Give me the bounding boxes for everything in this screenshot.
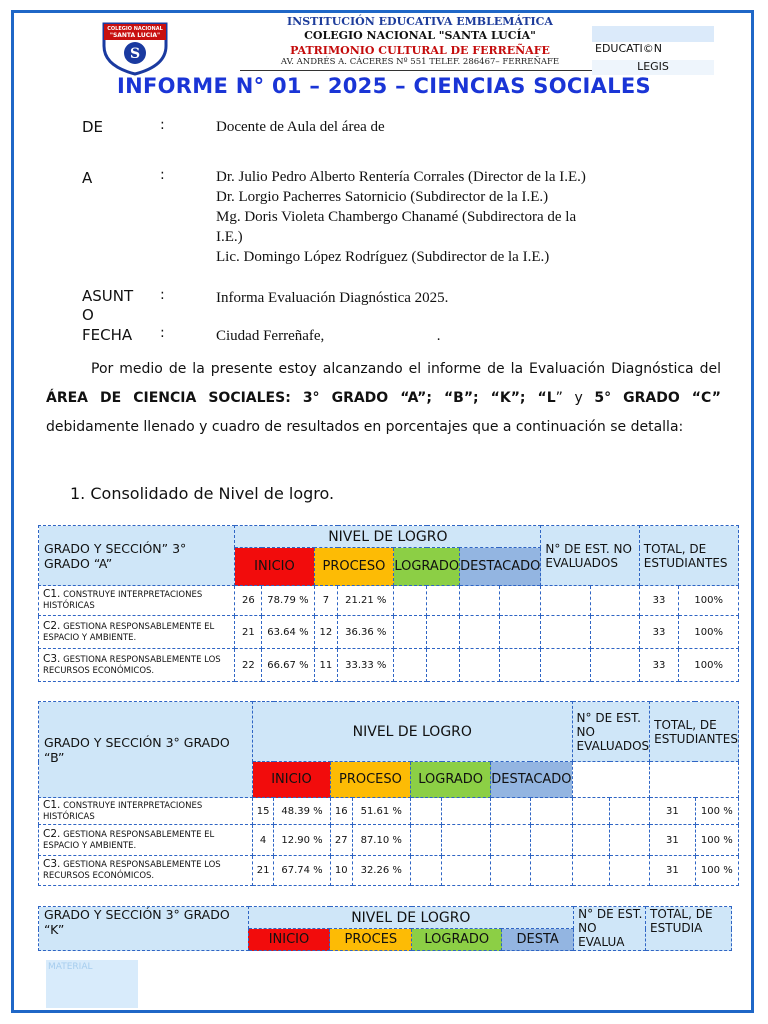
recipient-line: Lic. Domingo López Rodríguez (Subdirector de la I.E.) xyxy=(216,249,550,265)
a-colon: : xyxy=(160,167,165,183)
destacado-header: DESTACADO xyxy=(460,548,541,586)
proceso-header: PROCESO xyxy=(330,762,410,798)
grado-header: GRADO Y SECCIÓN 3° GRADO “K” xyxy=(39,907,249,951)
recipient-line: Dr. Julio Pedro Alberto Rentería Corrales (Director de la I.E.) xyxy=(216,169,586,185)
nivel-header: NIVEL DE LOGRO xyxy=(253,702,573,762)
table-grado-a xyxy=(38,525,739,682)
school-crest-icon xyxy=(100,16,170,76)
letterhead-line-1: INSTITUCIÓN EDUCATIVA EMBLEMÁTICA xyxy=(287,15,553,28)
fecha-text: Ciudad Ferreñafe, . xyxy=(216,328,441,344)
inicio-header: INICIO xyxy=(235,548,314,586)
de-colon: : xyxy=(160,117,165,133)
logo-top-text: COLEGIO NACIONAL xyxy=(107,26,163,32)
inicio-header: INICIO xyxy=(248,929,330,951)
a-label: A xyxy=(82,169,93,187)
total-header: TOTAL, DE ESTUDIA xyxy=(646,907,732,951)
table-row: C3. GESTIONA RESPONSABLEMENTE LOS RECURSOS ECONÓMICOS. 21 67.74 % 10 32.26 % 31 100 % xyxy=(39,856,739,886)
letterhead-line-2: COLEGIO NACIONAL "SANTA LUCÍA" xyxy=(304,29,536,42)
side-box-line-1: EDUCATI©N xyxy=(592,42,714,60)
table-grado-b xyxy=(38,701,739,886)
report-title: INFORME N° 01 – 2025 – CIENCIAS SOCIALES xyxy=(117,74,651,98)
nivel-header: NIVEL DE LOGRO xyxy=(248,907,574,929)
asunto-label: ASUNT O xyxy=(82,287,134,324)
table-row: C3. GESTIONA RESPONSABLEMENTE LOS RECURSOS ECONÓMICOS. 22 66.67 % 11 33.33 % 33 100% xyxy=(39,649,739,682)
logrado-header: LOGRADO xyxy=(394,548,460,586)
no-eval-header: N° DE EST. NO EVALUADOS xyxy=(572,702,650,762)
fecha-label: FECHA xyxy=(82,326,133,344)
table-row: C1. CONSTRUYE INTERPRETACIONES HISTÓRICAS 15 48.39 % 16 51.61 % 31 100 % xyxy=(39,798,739,825)
table-row: C1. CONSTRUYE INTERPRETACIONES HISTÓRICAS 26 78.79 % 7 21.21 % 33 100% xyxy=(39,586,739,616)
recipient-line: I.E.) xyxy=(216,229,243,245)
section-title: 1. Consolidado de Nivel de logro. xyxy=(70,484,335,503)
nivel-header: NIVEL DE LOGRO xyxy=(235,526,541,548)
grado-header: GRADO Y SECCIÓN 3° GRADO “B” xyxy=(39,702,253,798)
asunto-text: Informa Evaluación Diagnóstica 2025. xyxy=(216,290,449,306)
grado-header: GRADO Y SECCIÓN” 3° GRADO “A” xyxy=(39,526,235,586)
no-eval-header: N° DE EST. NO EVALUADOS xyxy=(541,526,639,586)
logrado-header: LOGRADO xyxy=(412,929,502,951)
letterhead-line-3: PATRIMONIO CULTURAL DE FERREÑAFE xyxy=(290,44,550,57)
destacado-header: DESTACADO xyxy=(491,762,572,798)
no-eval-header: N° DE EST. NO EVALUA xyxy=(574,907,646,951)
logo-letter: S xyxy=(129,46,141,62)
letterhead-address: AV. ANDRÉS A. CÁCERES Nº 551 TELEF. 286467– FERREÑAFE xyxy=(280,57,560,67)
inicio-header: INICIO xyxy=(253,762,331,798)
destacado-header: DESTA xyxy=(502,929,574,951)
a-recipients xyxy=(216,167,716,267)
side-box-line-2: LEGIS xyxy=(592,60,714,75)
total-header: TOTAL, DE ESTUDIANTES xyxy=(639,526,738,586)
recipient-line: Dr. Lorgio Pacherres Satornicio (Subdirector de la I.E.) xyxy=(216,189,549,205)
de-text: Docente de Aula del área de xyxy=(216,119,385,135)
letterhead-divider xyxy=(240,70,600,71)
de-label: DE xyxy=(82,118,104,136)
table-row: C2. GESTIONA RESPONSABLEMENTE EL ESPACIO Y AMBIENTE. 21 63.64 % 12 36.36 % 33 100% xyxy=(39,616,739,649)
fecha-colon: : xyxy=(160,325,165,341)
table-grado-k xyxy=(38,906,732,951)
logrado-header: LOGRADO xyxy=(410,762,490,798)
footer-stamp: MATERIAL xyxy=(46,960,138,1008)
proceso-header: PROCES xyxy=(330,929,412,951)
logo-name: "SANTA LUCIA" xyxy=(109,32,161,39)
recipient-line: Mg. Doris Violeta Chambergo Chanamé (Subdirectora de la xyxy=(216,209,577,225)
table-row: C2. GESTIONA RESPONSABLEMENTE EL ESPACIO Y AMBIENTE. 4 12.90 % 27 87.10 % 31 100 % xyxy=(39,825,739,856)
intro-paragraph: Por medio de la presente estoy alcanzando el informe de la Evaluación Diagnóstica del ÁREA DE CIENCIA SOCIALES: 3° GRADO “A”; “B”; “K”; “L” y 5° GRADO “C” debidamente llenado y cuadro de resultados en porcentajes que a continuación se detalla: xyxy=(46,361,722,435)
asunto-colon: : xyxy=(160,287,165,303)
proceso-header: PROCESO xyxy=(314,548,394,586)
total-header: TOTAL, DE ESTUDIANTES xyxy=(650,702,739,762)
